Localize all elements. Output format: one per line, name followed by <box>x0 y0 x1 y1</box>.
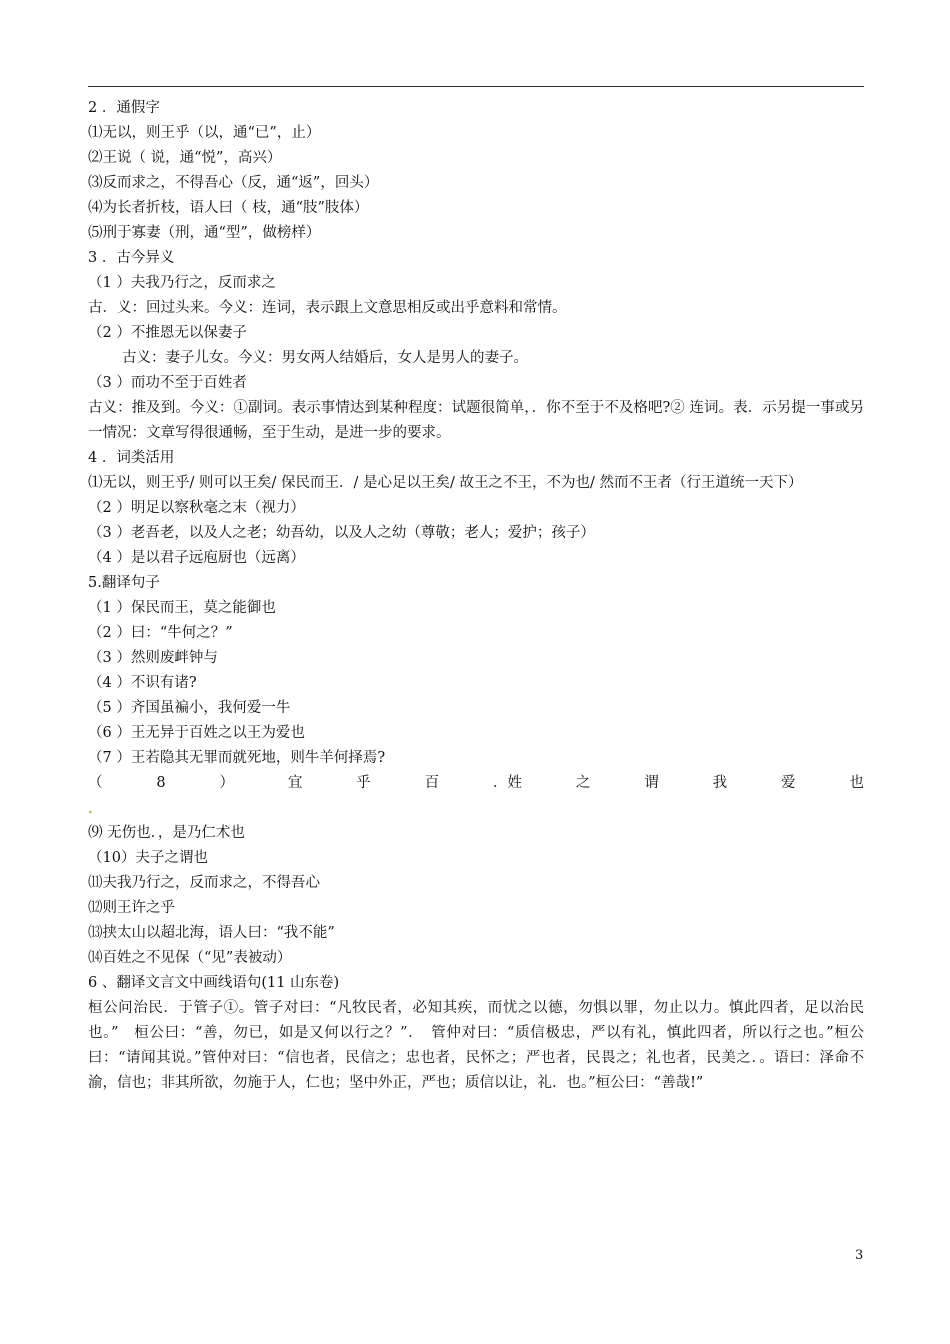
spread-char: 之 <box>575 775 591 791</box>
list-item: ⒁百姓之不见保（“见”表被动） <box>88 950 292 966</box>
list-item: （6 ）王无异于百姓之以王为爱也 <box>88 725 305 741</box>
list-item: ⑶反而求之，不得吾心（反，通“返”，回头） <box>88 175 379 191</box>
spread-char: 乎 <box>356 775 371 791</box>
list-item: （3 ）然则废衅钟与 <box>88 650 218 666</box>
list-item: ⒀挟太山以超北海，语人曰：“我不能” <box>88 925 335 941</box>
list-item: ⑿则王许之乎 <box>88 900 175 916</box>
spread-sentence-8 <box>88 771 864 796</box>
spread-char: ） <box>219 775 234 791</box>
list-item: （10）夫子之谓也 <box>88 850 208 866</box>
list-item-body: 古义：推及到。今义：①副词。表示事情达到某种程度：试题很简单，．你不至于不及格吧?② 连词。表．示另提一事或另一情况：文章写得很通畅，至于生动，是进一步的要求。 <box>88 400 864 441</box>
header-rule <box>88 86 864 87</box>
list-item: ⑾夫我乃行之，反而求之，不得吾心 <box>88 875 320 891</box>
spread-char: 宜 <box>287 775 303 791</box>
list-item-head: （1 ）夫我乃行之，反而求之 <box>88 275 276 291</box>
spread-char: 8 <box>156 775 166 791</box>
list-item-head: （3 ）而功不至于百姓者 <box>88 375 247 391</box>
section-title-cilei: 4 ．词类活用 <box>88 450 175 466</box>
list-item: ⑴无以，则王乎/ 则可以王矣/ 保民而王．/ 是心足以王矣/ 故王之不王，不为也/ 然而不王者（行王道统一天下） <box>88 475 803 491</box>
trailing-mark <box>88 796 864 821</box>
page-number: 3 <box>855 1248 864 1263</box>
section-title-gujin: 3 ．古今异义 <box>88 250 175 266</box>
classical-passage: 桓公问治民．于管子①。管子对曰：“凡牧民者，必知其疾，而忧之以德，勿惧以罪，勿止以力。慎此四者，足以治民也。” 桓公曰：“善，勿已，如是又何以行之？”． 管仲对曰：“质信极忠，严以有礼，慎此四者，所以行之也。”桓公曰：“请闻其说。”管仲对曰：“信也者，民信之；忠也者，民怀之；严也者，民畏之；礼也者，民美之．。语曰：泽命不渝，信也；非其所欲，勿施于人，仁也；坚中外正，严也；质信以让，礼．也。”桓公曰：“善哉!” <box>88 1000 864 1091</box>
spread-char: 谓 <box>644 775 659 791</box>
list-item: （1 ）保民而王，莫之能御也 <box>88 600 276 616</box>
list-item: ⑵王说（ 说，通“悦”，高兴） <box>88 150 282 166</box>
section-title-wenyan: 6 、翻译文言文中画线语句(11 山东卷) <box>88 975 340 991</box>
list-item: （3 ）老吾老，以及人之老；幼吾幼，以及人之幼（尊敬；老人；爱护；孩子） <box>88 525 595 541</box>
spread-char: 百 <box>424 775 440 791</box>
list-item: ⑸刑于寡妻（刑，通“型”，做榜样） <box>88 225 321 241</box>
list-item-body: 古义：妻子儿女。今义：男女两人结婚后，女人是男人的妻子。 <box>122 350 528 366</box>
list-item: （2 ）曰：“牛何之？” <box>88 625 233 641</box>
section-title-tongjiazi: 2 ．通假字 <box>88 100 160 116</box>
spread-char: 爱 <box>780 775 796 791</box>
list-item-body: 古．义：回过头来。今义：连词，表示跟上文意思相反或出乎意料和常情。 <box>88 300 567 316</box>
section-title-fanyi: 5.翻译句子 <box>88 575 160 591</box>
spread-char: 也 <box>849 775 864 791</box>
list-item-head: （2 ）不推恩无以保妻子 <box>88 325 247 341</box>
list-item: （5 ）齐国虽褊小，我何爱一牛 <box>88 700 291 716</box>
list-item: （4 ）是以君子远庖厨也（远离） <box>88 550 305 566</box>
spread-char: 我 <box>712 775 728 791</box>
emphasis-dot: ． <box>88 800 103 817</box>
spread-char: （ <box>88 775 103 791</box>
list-item: （7 ）王若隐其无罪而就死地，则牛羊何择焉? <box>88 750 386 766</box>
document-body <box>88 96 864 1096</box>
list-item: ⑴无以，则王乎（以，通“已”，止） <box>88 125 321 141</box>
list-item: （2 ）明足以察秋毫之末（视力） <box>88 500 305 516</box>
list-item: ⑷为长者折枝，语人曰（ 枝，通“肢”肢体） <box>88 200 369 216</box>
spread-char: ．姓 <box>492 775 522 791</box>
list-item: ⑼ 无伤也．，是乃仁术也 <box>88 825 245 841</box>
list-item: （4 ）不识有诸? <box>88 675 197 691</box>
